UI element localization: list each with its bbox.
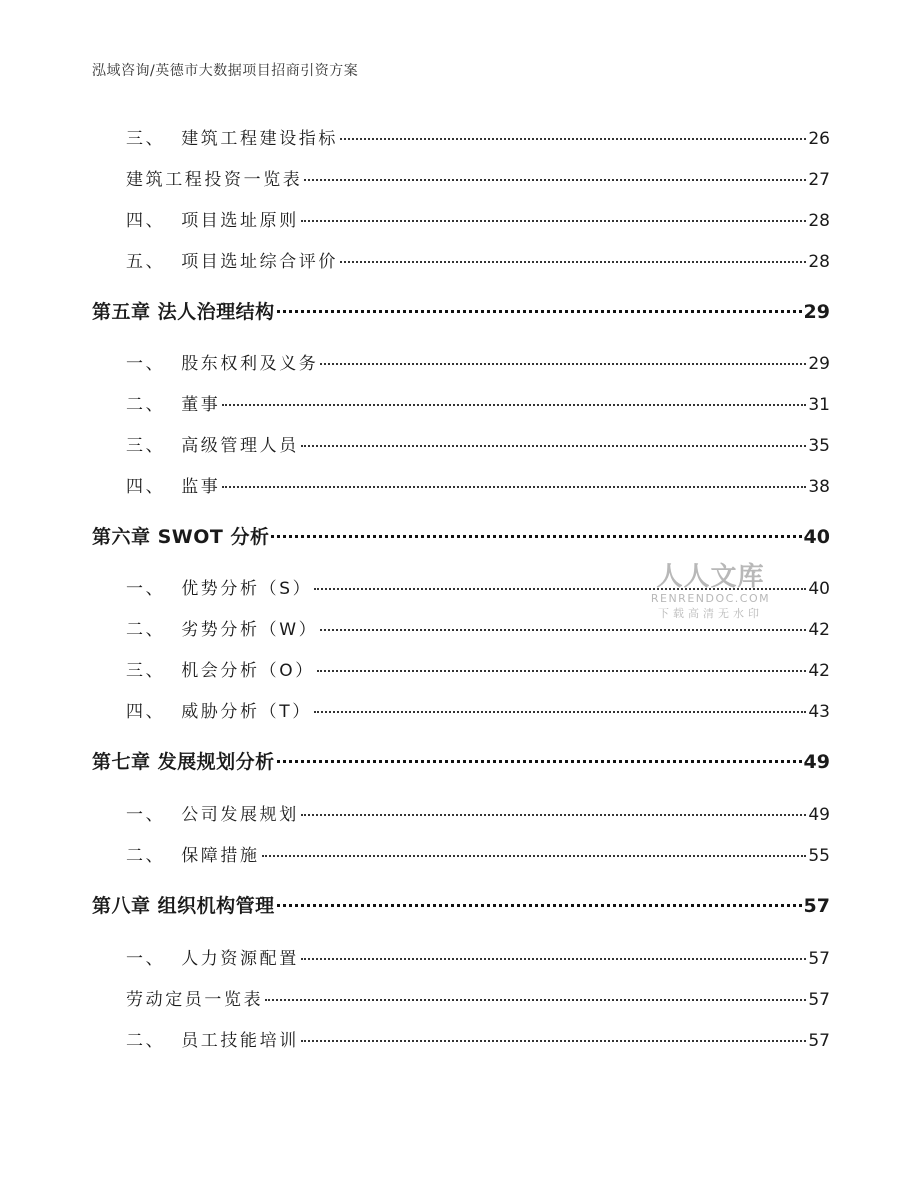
toc-entry-label: 二、 员工技能培训 xyxy=(126,1031,299,1051)
toc-dot-leader xyxy=(301,814,807,816)
toc-dot-leader xyxy=(301,220,807,222)
toc-page-number: 35 xyxy=(808,436,830,456)
toc-dot-leader xyxy=(301,445,807,447)
toc-entry-label: 一、 优势分析（S） xyxy=(126,579,313,599)
watermark-logo xyxy=(648,562,773,622)
toc-entry-label: 第八章 组织机构管理 xyxy=(92,895,275,917)
toc-entry-label: 四、 监事 xyxy=(126,477,221,497)
toc-dot-leader xyxy=(301,958,807,960)
toc-page-number: 42 xyxy=(808,661,830,681)
toc-entry-label: 一、 股东权利及义务 xyxy=(126,354,319,374)
toc-dot-leader xyxy=(265,999,806,1001)
toc-page-number: 38 xyxy=(808,477,830,497)
toc-dot-leader xyxy=(314,711,807,713)
toc-entry-label: 四、 项目选址原则 xyxy=(126,211,299,231)
toc-section-row[interactable] xyxy=(92,841,830,866)
toc-section-row[interactable] xyxy=(92,1026,830,1051)
toc-chapter-row[interactable] xyxy=(92,747,830,774)
toc-dot-leader xyxy=(317,670,807,672)
toc-section-row[interactable] xyxy=(92,697,830,722)
toc-chapter-row[interactable] xyxy=(92,891,830,918)
toc-dot-leader xyxy=(262,855,807,857)
toc-page-number: 42 xyxy=(808,620,830,640)
toc-entry-label: 三、 建筑工程建设指标 xyxy=(126,129,339,149)
toc-page-number: 57 xyxy=(803,895,830,917)
toc-page-number: 57 xyxy=(808,1031,830,1051)
toc-dot-leader xyxy=(271,535,801,538)
toc-page-number: 49 xyxy=(808,805,830,825)
toc-section-row[interactable] xyxy=(92,944,830,969)
toc-page-number: 57 xyxy=(808,990,830,1010)
toc-page-number: 55 xyxy=(808,846,830,866)
toc-entry-label: 一、 人力资源配置 xyxy=(126,949,299,969)
toc-chapter-row[interactable] xyxy=(92,522,830,549)
toc-section-row[interactable] xyxy=(92,165,830,190)
toc-page-number: 49 xyxy=(803,751,830,773)
toc-entry-label: 建筑工程投资一览表 xyxy=(126,170,303,190)
toc-entry-label: 三、 机会分析（O） xyxy=(126,661,315,681)
toc-dot-leader xyxy=(320,629,806,631)
toc-entry-label: 一、 公司发展规划 xyxy=(126,805,299,825)
toc-dot-leader xyxy=(277,904,802,907)
toc-entry-label: 五、 项目选址综合评价 xyxy=(126,252,339,272)
toc-section-row[interactable] xyxy=(92,656,830,681)
toc-section-row[interactable] xyxy=(92,390,830,415)
toc-dot-leader xyxy=(222,486,806,488)
toc-entry-label: 二、 保障措施 xyxy=(126,846,260,866)
toc-page-number: 28 xyxy=(808,252,830,272)
watermark-subtitle: 下载高清无水印 xyxy=(658,607,763,620)
toc-page-number: 29 xyxy=(808,354,830,374)
toc-dot-leader xyxy=(304,179,806,181)
toc-dot-leader xyxy=(320,363,806,365)
toc-dot-leader xyxy=(301,1040,807,1042)
toc-section-row[interactable] xyxy=(92,206,830,231)
toc-section-row[interactable] xyxy=(92,800,830,825)
toc-entry-label: 三、 高级管理人员 xyxy=(126,436,299,456)
toc-dot-leader xyxy=(340,261,806,263)
watermark-domain: RENRENDOC.COM xyxy=(650,592,771,605)
toc-page-number: 26 xyxy=(808,129,830,149)
toc-entry-label: 第六章 SWOT 分析 xyxy=(92,526,270,548)
toc-section-row[interactable] xyxy=(92,247,830,272)
toc-section-row[interactable] xyxy=(92,472,830,497)
toc-section-row[interactable] xyxy=(92,985,830,1010)
document-header: 泓域咨询/英德市大数据项目招商引资方案 xyxy=(92,63,359,79)
toc-dot-leader xyxy=(340,138,806,140)
toc-entry-label: 二、 董事 xyxy=(126,395,221,415)
toc-entry-label: 四、 威胁分析（T） xyxy=(126,702,312,722)
toc-page-number: 43 xyxy=(808,702,830,722)
toc-dot-leader xyxy=(222,404,806,406)
toc-dot-leader xyxy=(277,310,802,313)
toc-entry-label: 第七章 发展规划分析 xyxy=(92,751,275,773)
watermark-title: 人人文库 xyxy=(656,562,765,592)
toc-section-row[interactable] xyxy=(92,349,830,374)
toc-dot-leader xyxy=(277,760,802,763)
toc-page-number: 27 xyxy=(808,170,830,190)
toc-section-row[interactable] xyxy=(92,124,830,149)
toc-entry-label: 第五章 法人治理结构 xyxy=(92,301,275,323)
toc-page-number: 40 xyxy=(803,526,830,548)
toc-page-number: 28 xyxy=(808,211,830,231)
toc-chapter-row[interactable] xyxy=(92,297,830,324)
toc-page-number: 40 xyxy=(808,579,830,599)
toc-page-number: 31 xyxy=(808,395,830,415)
toc-page-number: 57 xyxy=(808,949,830,969)
toc-entry-label: 二、 劣势分析（W） xyxy=(126,620,319,640)
toc-section-row[interactable] xyxy=(92,431,830,456)
toc-page-number: 29 xyxy=(803,301,830,323)
toc-entry-label: 劳动定员一览表 xyxy=(126,990,264,1010)
